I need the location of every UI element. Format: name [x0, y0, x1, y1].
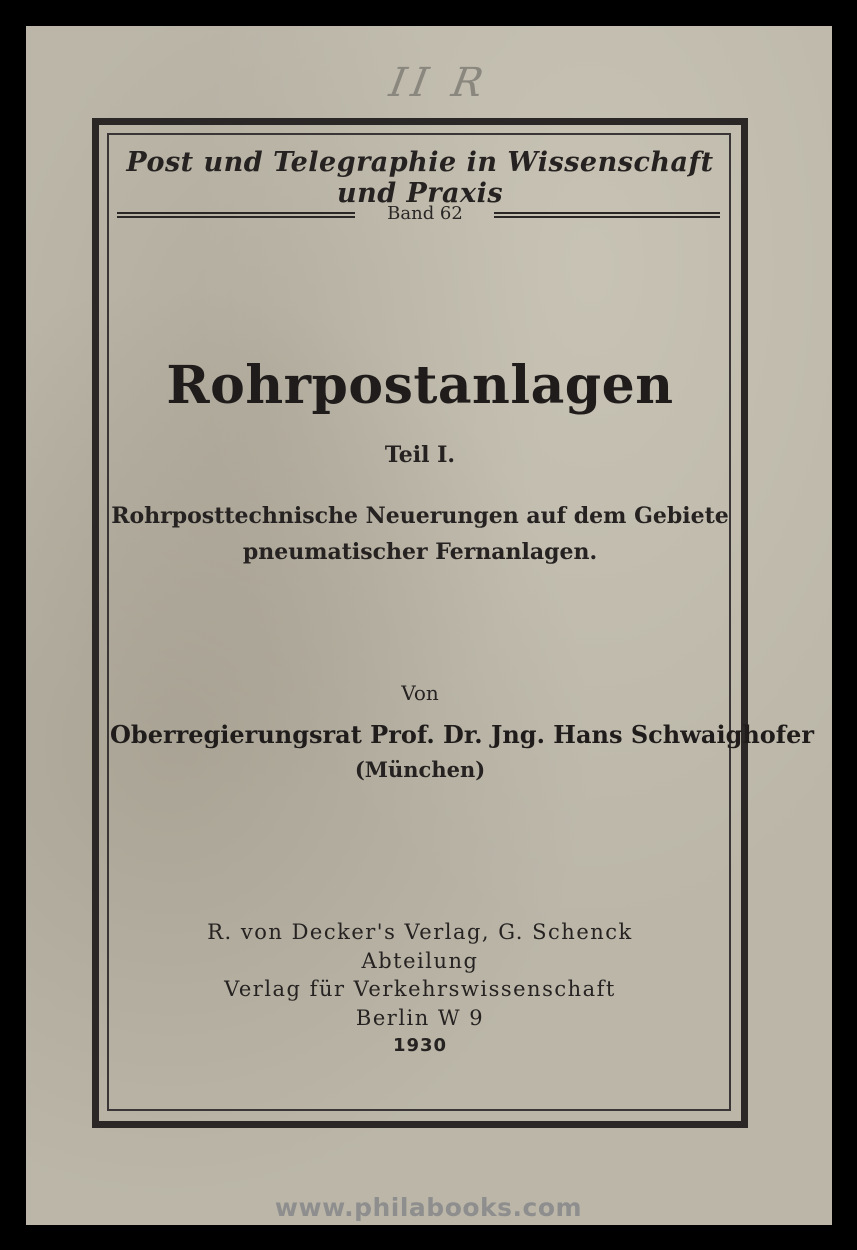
- part-label: Teil I.: [384, 442, 456, 468]
- series-title: Post und Telegraphie in Wissenschaft und Praxis: [126, 147, 714, 209]
- publisher-line-1: R. von Decker's Verlag, G. Schenck: [207, 920, 633, 944]
- volume-row: [115, 205, 720, 225]
- publication-year: 1930: [392, 1035, 448, 1056]
- publisher-line-4: Berlin W 9: [355, 1005, 485, 1030]
- by-label: Von: [401, 681, 439, 705]
- handwritten-pencil-mark: II R: [385, 60, 493, 106]
- volume-number: Band 62: [387, 203, 463, 224]
- volume-rule-right: [494, 212, 720, 218]
- watermark-url: www.philabooks.com: [274, 1193, 583, 1222]
- publisher-block: [110, 918, 730, 1061]
- volume-rule-left: [117, 212, 355, 218]
- publisher-line-2: Abteilung: [361, 948, 479, 973]
- subtitle: [110, 498, 730, 570]
- subtitle-line-2: pneumatischer Fernanlagen.: [242, 539, 598, 565]
- book-title: Rohrpostanlagen: [166, 355, 674, 416]
- subtitle-line-1: Rohrposttechnische Neuerungen auf dem Gebiete: [111, 503, 729, 529]
- publisher-line-3: Verlag für Verkehrswissenschaft: [224, 977, 616, 1001]
- author-city: (München): [354, 757, 486, 782]
- author-name: Oberregierungsrat Prof. Dr. Jng. Hans Schwaighofer: [110, 720, 815, 749]
